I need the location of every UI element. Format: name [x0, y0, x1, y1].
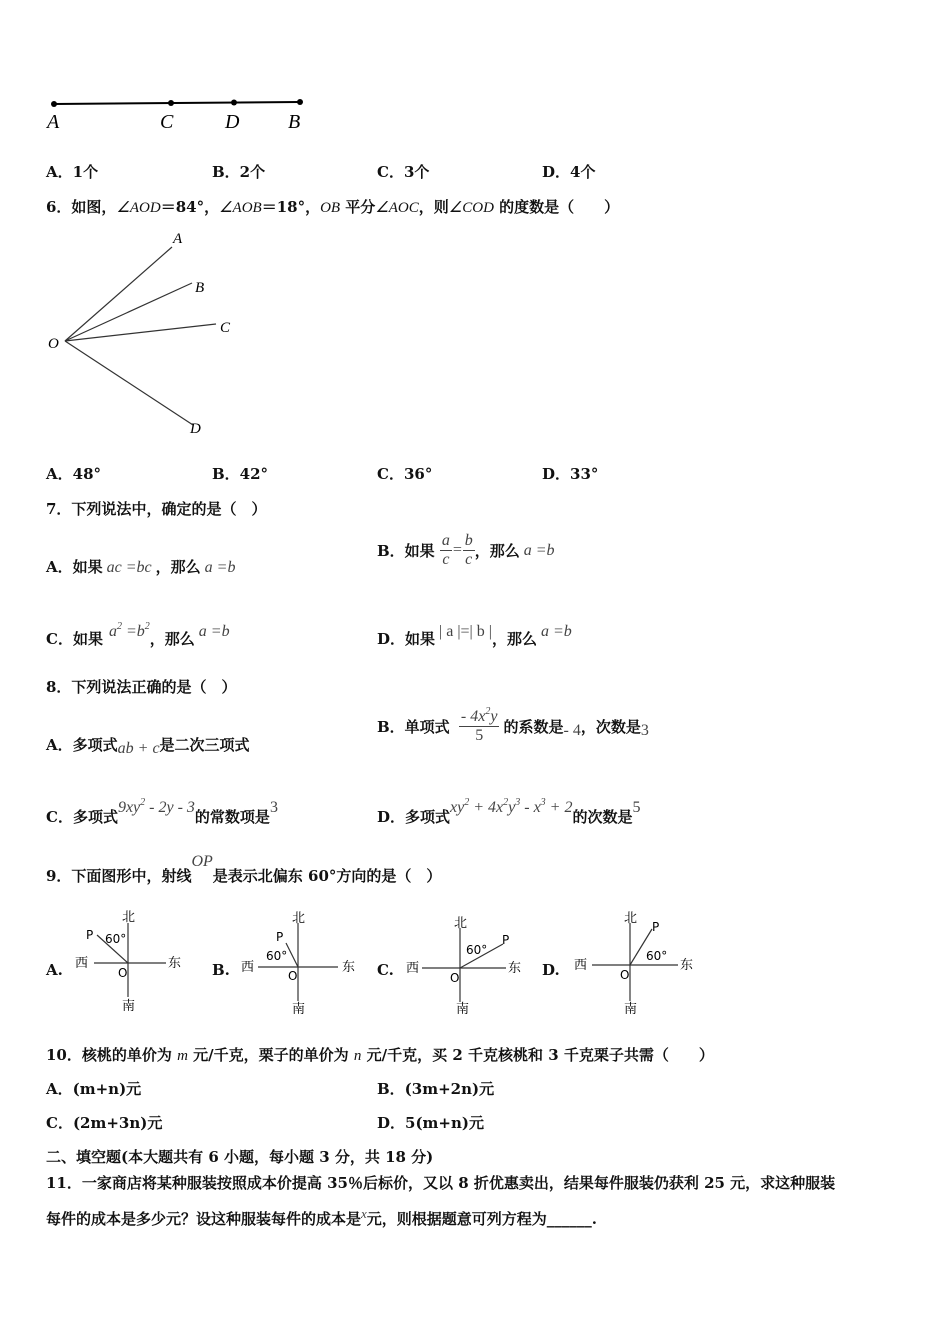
q9-stem-post: 是表示北偏东 60°方向的是（ ） — [212, 867, 442, 885]
compass-b-south: 南 — [292, 1002, 306, 1017]
q7-b-then: ，那么 — [474, 542, 520, 560]
compass-d-p: P — [652, 920, 660, 934]
q7-c-eq: =b — [121, 623, 145, 640]
q7-d-expr: | a |=| b | — [439, 623, 492, 640]
point-label-a: A — [47, 111, 60, 133]
q6-option-b: B．42° — [212, 465, 269, 483]
q8-b-num: - 4x — [460, 708, 486, 725]
q7-c-res: a =b — [198, 623, 230, 640]
segment-figure — [40, 90, 320, 135]
q6-ob: OB — [320, 200, 341, 216]
q8-b-label: B．单项式 — [377, 718, 450, 736]
q8-b-deg: 3 — [640, 721, 649, 739]
compass-a-angle: 60° — [105, 932, 127, 946]
q8-option-b — [377, 708, 649, 745]
q11-line2-post: 元，则根据题意可列方程为______. — [366, 1210, 598, 1228]
compass-d-angle: 60° — [646, 949, 668, 963]
q8-b-mid2: ，次数是 — [580, 718, 641, 736]
q5-option-d: D．4个 — [542, 163, 596, 181]
q10-stem-2: 元/千克，栗子的单价为 — [187, 1046, 354, 1064]
compass-c-p: P — [502, 933, 510, 947]
compass-b-angle: 60° — [266, 949, 288, 963]
ray-label-d: D — [190, 421, 201, 437]
q8-d-val: 5 — [632, 799, 641, 816]
q7-d-then: ，那么 — [491, 630, 537, 648]
q8-d-expr5: + 2 — [545, 799, 573, 816]
compass-d-west: 西 — [574, 958, 588, 973]
q6-eq2: ＝18°， — [261, 198, 321, 216]
q5-option-b: B．2个 — [212, 163, 266, 181]
q7-b-num1: a — [441, 532, 450, 549]
q5-option-a: A．1个 — [46, 163, 99, 181]
q7-option-a — [46, 556, 235, 577]
q11-line2 — [46, 1208, 597, 1229]
q7-option-b — [377, 532, 555, 569]
compass-c-south: 南 — [456, 1002, 470, 1017]
q10-option-b: B．(3m+2n)元 — [377, 1080, 495, 1098]
ray-label-a: A — [173, 231, 183, 247]
q6-option-c: C．36° — [377, 465, 433, 483]
q8-d-sup1: 2 — [464, 797, 470, 808]
q7-a-res: a =b — [204, 559, 236, 576]
q7-a-then: ，那么 — [155, 558, 201, 576]
q8-d-expr4: - x — [520, 799, 541, 816]
q10-m: m — [177, 1048, 188, 1064]
q7-c-label: C．如果 — [46, 630, 103, 648]
q7-d-label: D．如果 — [377, 630, 436, 648]
q9-stem — [46, 850, 442, 885]
q7-a-label: A．如果 — [46, 558, 103, 576]
compass-c-west: 西 — [406, 961, 420, 976]
q11-x: x — [361, 1206, 367, 1221]
compass-a-east: 东 — [168, 956, 182, 971]
angle-figure — [40, 225, 250, 445]
q8-d-sup3: 3 — [515, 797, 521, 808]
q10-stem — [46, 1044, 714, 1065]
compass-b-east: 东 — [342, 960, 356, 975]
q8-b-frac — [459, 708, 500, 745]
compass-b-north: 北 — [292, 911, 306, 926]
q6-option-d: D．33° — [542, 465, 599, 483]
q8-stem: 8．下列说法正确的是（ ） — [46, 678, 237, 696]
q7-c-a: a — [108, 623, 117, 640]
q8-c-sup: 2 — [140, 797, 146, 808]
q6-suffix: 的度数是（ ） — [493, 198, 620, 216]
q8-option-a — [46, 734, 250, 755]
q8-c-tail: 的常数项是 — [194, 808, 270, 826]
q8-b-num-sup: 2 — [485, 706, 491, 717]
q7-b-den2: c — [465, 551, 473, 568]
compass-a-west: 西 — [75, 956, 89, 971]
q8-d-expr1: xy — [450, 799, 465, 816]
q7-c-sup2: 2 — [144, 621, 150, 632]
compass-a-south: 南 — [122, 999, 136, 1014]
ray-label-b: B — [195, 280, 205, 296]
q7-option-c — [46, 620, 230, 648]
q7-d-res: a =b — [540, 623, 572, 640]
q7-b-frac2 — [463, 532, 475, 569]
q8-d-sup2: 2 — [503, 797, 509, 808]
q7-c-sup1: 2 — [116, 621, 122, 632]
q8-c-expr2: - 2y - 3 — [145, 799, 195, 816]
point-label-c: C — [160, 111, 174, 133]
q7-b-res: a =b — [523, 541, 555, 559]
q6-angle-aob: ∠AOB — [219, 200, 262, 216]
q10-option-a: A．(m+n)元 — [46, 1080, 142, 1098]
q6-angle-cod: ∠COD — [448, 200, 494, 216]
q7-b-eq: = — [451, 541, 463, 559]
q9-option-c: C. — [377, 961, 394, 979]
q6-mid: 平分 — [340, 198, 376, 216]
compass-d-north: 北 — [624, 911, 638, 926]
q9-option-d: D. — [542, 961, 560, 979]
q8-a-expr: ab + c — [117, 740, 160, 757]
q10-n: n — [353, 1048, 362, 1064]
compass-b-origin: O — [288, 969, 298, 983]
q7-b-frac1 — [440, 532, 452, 569]
q8-option-d — [377, 796, 641, 826]
compass-c-north: 北 — [454, 916, 468, 931]
compass-a-p: P — [86, 928, 94, 942]
q6-angle-aod: ∠AOD — [116, 200, 161, 216]
q9-option-a: A. — [46, 961, 63, 979]
q11-line2-pre: 每件的成本是多少元？设这种服装每件的成本是 — [46, 1210, 362, 1228]
point-label-d: D — [225, 111, 240, 133]
q7-b-label: B．如果 — [377, 542, 435, 560]
q6-stem — [46, 196, 619, 217]
q9-option-b: B. — [212, 961, 230, 979]
q8-d-expr3: y — [508, 799, 516, 816]
q5-option-c: C．3个 — [377, 163, 430, 181]
q6-prefix: 6．如图， — [46, 198, 117, 216]
compass-a — [70, 905, 190, 1015]
compass-b-p: P — [276, 930, 284, 944]
q7-stem: 7．下列说法中，确定的是（ ） — [46, 500, 267, 518]
q8-b-mid: 的系数是 — [503, 718, 564, 736]
q8-b-den: 5 — [475, 727, 484, 744]
compass-b — [236, 905, 366, 1020]
q8-c-expr1: 9xy — [117, 799, 141, 816]
compass-d-south: 南 — [624, 1002, 638, 1017]
q8-d-tail: 的次数是 — [572, 808, 633, 826]
ray-label-c: C — [220, 320, 231, 336]
q11-line1: 11．一家商店将某种服装按照成本价提高 35％后标价，又以 8 折优惠卖出，结果每件服装仍获利 25 元，求这种服装 — [46, 1174, 836, 1192]
q6-eq1: ＝84°， — [160, 198, 220, 216]
compass-a-origin: O — [118, 966, 128, 980]
compass-d — [568, 905, 708, 1020]
q8-d-label: D．多项式 — [377, 808, 451, 826]
q6-option-a: A．48° — [46, 465, 102, 483]
compass-c-origin: O — [450, 971, 460, 985]
compass-c-angle: 60° — [466, 943, 488, 957]
compass-d-east: 东 — [680, 958, 694, 973]
q8-b-coef: - 4 — [563, 721, 581, 739]
q8-d-sup4: 3 — [540, 797, 546, 808]
q7-option-d — [377, 620, 572, 648]
section-title: 二、填空题(本大题共有 6 小题，每小题 3 分，共 18 分) — [46, 1148, 434, 1166]
point-label-b: B — [288, 111, 301, 133]
q10-option-c: C．(2m+3n)元 — [46, 1114, 163, 1132]
ray-label-o: O — [48, 336, 59, 352]
q10-stem-3: 元/千克，买 2 千克核桃和 3 千克栗子共需（ ） — [361, 1046, 714, 1064]
q10-stem-1: 10．核桃的单价为 — [46, 1046, 178, 1064]
compass-c-east: 东 — [508, 961, 522, 976]
compass-c — [400, 910, 530, 1020]
q7-a-expr: ac =bc — [106, 559, 152, 576]
q6-angle-aoc: ∠AOC — [375, 200, 419, 216]
compass-a-north: 北 — [122, 910, 136, 925]
q8-c-val: 3 — [269, 799, 278, 816]
q7-b-den1: c — [442, 551, 450, 568]
q9-op: OP — [191, 853, 213, 870]
q7-c-then: ，那么 — [149, 630, 195, 648]
q8-b-num-y: y — [490, 708, 498, 725]
q10-option-d: D．5(m+n)元 — [377, 1114, 484, 1132]
q8-a-label: A．多项式 — [46, 736, 118, 754]
q6-mid2: ，则 — [418, 198, 449, 216]
q8-d-expr2: + 4x — [469, 799, 504, 816]
q9-stem-pre: 9．下面图形中，射线 — [46, 867, 192, 885]
q8-a-tail: 是二次三项式 — [159, 736, 250, 754]
compass-d-origin: O — [620, 968, 630, 982]
q8-option-c — [46, 796, 278, 826]
q7-b-num2: b — [464, 532, 473, 549]
compass-b-west: 西 — [241, 960, 255, 975]
q8-c-label: C．多项式 — [46, 808, 118, 826]
